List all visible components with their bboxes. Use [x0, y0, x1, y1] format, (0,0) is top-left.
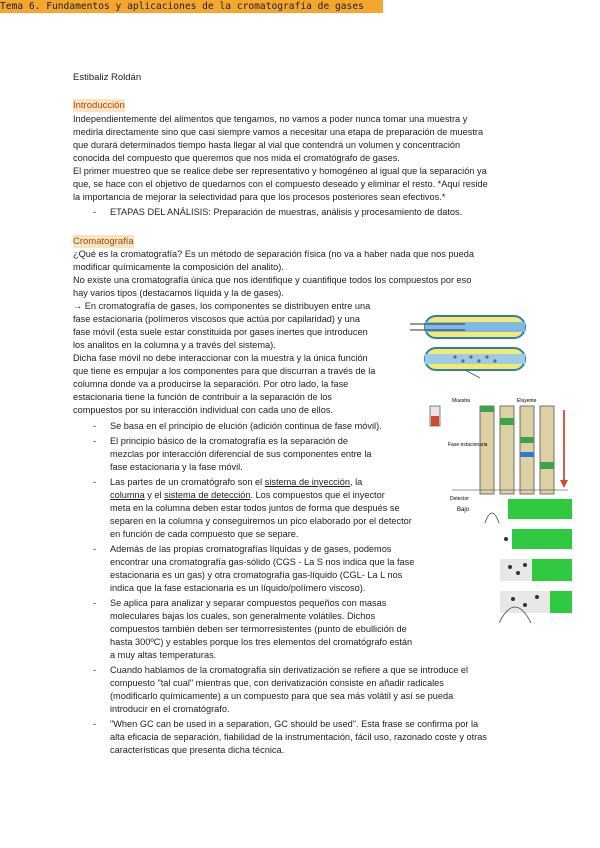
elution-figure [422, 392, 572, 504]
fig-label: Eluyente [517, 398, 537, 404]
bullet-line: características que presenta dicha técnica. [110, 745, 285, 755]
bullet-line: "When GC can be used in a separation, GC should be used". Esta frase se confirma por la [110, 719, 479, 729]
intro-heading: Introducción [73, 100, 125, 111]
bullet-dash: - [93, 598, 97, 608]
bullet-dash: - [93, 544, 97, 554]
author: Estibaliz Roldán [73, 72, 142, 83]
bullet-line: compuesto "tal cual" mientras que, con derivatización consiste en añadir radicales [110, 678, 444, 688]
crom-line: los analitos en la columna y a través del sistema). [73, 340, 276, 350]
link-column: columna [110, 490, 145, 500]
bullet-line: estacionaria es un gas) y otra cromatografía gas-líquido (CGL- La L nos [110, 570, 403, 580]
crom-line: fase móvil (esta suele estar constituida por gases inertes que introducen [73, 327, 368, 337]
bullet-line: alta eficacia de separación, fiabilidad de la instrumentación, fácil uso, razonado coste y otras [110, 732, 487, 742]
crom-line: que tiene es empujar a los componentes para que discurran a través de la [73, 366, 376, 376]
intro-bullet: ETAPAS DEL ANÁLISIS: Preparación de muestras, análisis y procesamiento de datos. [110, 207, 463, 217]
intro-line: la importancia de mejorar la selectividad para que los procesos posteriores sean efectivos.* [73, 192, 446, 202]
bullet-line: a muy altas temperaturas. [110, 650, 217, 660]
bullet-dash: - [93, 719, 97, 729]
bullet-line: fase estacionaria y la fase móvil. [110, 462, 243, 472]
eluent-arrowhead [560, 480, 568, 488]
bullet-line: indica que la fase estacionaria es un líquido/polímero viscoso). [110, 583, 366, 593]
intro-line: medirla directamente sino que casi siempre vamos a necesitar una etapa de preparación de muestra [73, 127, 484, 137]
bullet-line [110, 476, 362, 489]
crom-line: Dicha fase móvil no debe interaccionar con la muestra y la única función [73, 353, 368, 363]
crom-line: No existe una cromatografía única que nos identifique y cuantifique todos los compuestos por eso [73, 275, 472, 285]
intro-line: que, se hace con el objetivo de quedarnos con el compuesto deseado y eliminar el resto. *Aquí reside [73, 179, 488, 189]
crom-line: columna donde va a producirse la separación. Por otro lado, la fase [73, 379, 349, 389]
band-broadening-figure [455, 495, 575, 625]
bullet-line: Se basa en el principio de elución (adición continua de fase móvil). [110, 421, 382, 431]
page-title: Tema 6. Fundamentos y aplicaciones de la cromatografía de gases [0, 0, 383, 13]
bullet-line: en función de cada compuesto que se separe. [110, 529, 299, 539]
intro-line: conocida del compuesto que queremos que nos mida el cromatógrafo de gases. [73, 153, 400, 163]
bullet-line: Además de las propias cromatografías líquidas y de gases, podemos [110, 544, 392, 554]
text: , la [350, 477, 363, 487]
text: . Los compuestos que el inyector [250, 490, 385, 500]
fig-label: Fase estacionaria [448, 442, 488, 448]
sample-vial-fill [431, 416, 439, 426]
label-line [465, 370, 480, 378]
fig-label: Detector [450, 496, 469, 502]
column-figure [405, 300, 533, 382]
bullet-dash: - [93, 436, 97, 446]
bullet-line [110, 489, 385, 502]
column-core-bottom [425, 354, 525, 364]
intro-line: Independientemente del alimentos que tengamos, no vamos a poder nunca tomar una muestra y [73, 114, 468, 124]
bullet-line: introducir en el cromatógrafo. [110, 704, 230, 714]
panel-2 [500, 529, 572, 549]
crom-line: ¿Qué es la cromatografía? Es un método de separación física (no va a haber nada que nos pueda [73, 249, 474, 259]
bullet-line: moleculares bajas los cuales, son generalmente volátiles. Dichos [110, 611, 376, 621]
column-tubes [480, 406, 554, 494]
bullet-line: mezclas por interacción diferencial de sus componentes entre la [110, 449, 372, 459]
link-injection: sistema de inyección [264, 477, 351, 487]
intro-line: que durará determinados tiempo hasta llegar al vial que contendrá un volumen y concentración [73, 140, 461, 150]
text: y el [144, 490, 165, 500]
link-detection: sistema de detección [164, 490, 251, 500]
bullet-dash: - [93, 477, 97, 487]
fig-label: Muestra [452, 398, 471, 404]
bullet-dash: - [93, 207, 97, 217]
panel-4 [499, 591, 572, 623]
fig-label: Bajo [457, 507, 470, 513]
crom-heading: Cromatografía [73, 236, 134, 247]
intro-line: El primer muestreo que se realice debe ser representativo y homogéneo al igual que la separación ya [73, 166, 487, 176]
bullet-dash: - [93, 665, 97, 675]
crom-line: modificar químicamente la composición del analito). [73, 262, 284, 272]
panel-1 [485, 499, 572, 523]
bullet-line: (modificarlo químicamente) a un compuesto para que sea más volátil y así se pueda [110, 691, 454, 701]
crom-line: hay varios tipos (destacamos líquida y la de gases). [73, 288, 284, 298]
text: Las partes de un cromatógrafo son el [110, 477, 265, 487]
bullet-line: meta en la columna deben estar todos juntos de forma que después se [110, 503, 400, 513]
bullet-line: Cuando hablamos de la cromatografía sin derivatización se refiere a que se introduce el [110, 665, 469, 675]
crom-line: estacionaria tiene la función de contribuir a la separación de los [73, 392, 332, 402]
bullet-line: encontrar una cromatografía gas-sólido (CGS - La S nos indica que la fase [110, 557, 415, 567]
panel-3 [500, 559, 572, 581]
bullet-line: hasta 300ºC) y estables porque los tres elementos del cromatógrafo están [110, 637, 413, 647]
bullet-line: compuestos también deben ser termorresistentes (punto de ebullición de [110, 624, 407, 634]
crom-line: compuestos por su interacción individual con cada uno de ellos. [73, 405, 333, 415]
bullet-line: El principio básico de la cromatografía es la separación de [110, 436, 348, 446]
bullet-line: Se aplica para analizar y separar compuestos pequeños con masas [110, 598, 387, 608]
crom-line: fase estacionaria (polímeros viscosos que actúa por capilaridad) y una [73, 314, 361, 324]
crom-line: → En cromatografía de gases, los componentes se distribuyen entre una [73, 301, 371, 311]
bullet-line: separen en la columna y conseguiremos un pico elaborado por el detector [110, 516, 412, 526]
bullet-dash: - [93, 421, 97, 431]
